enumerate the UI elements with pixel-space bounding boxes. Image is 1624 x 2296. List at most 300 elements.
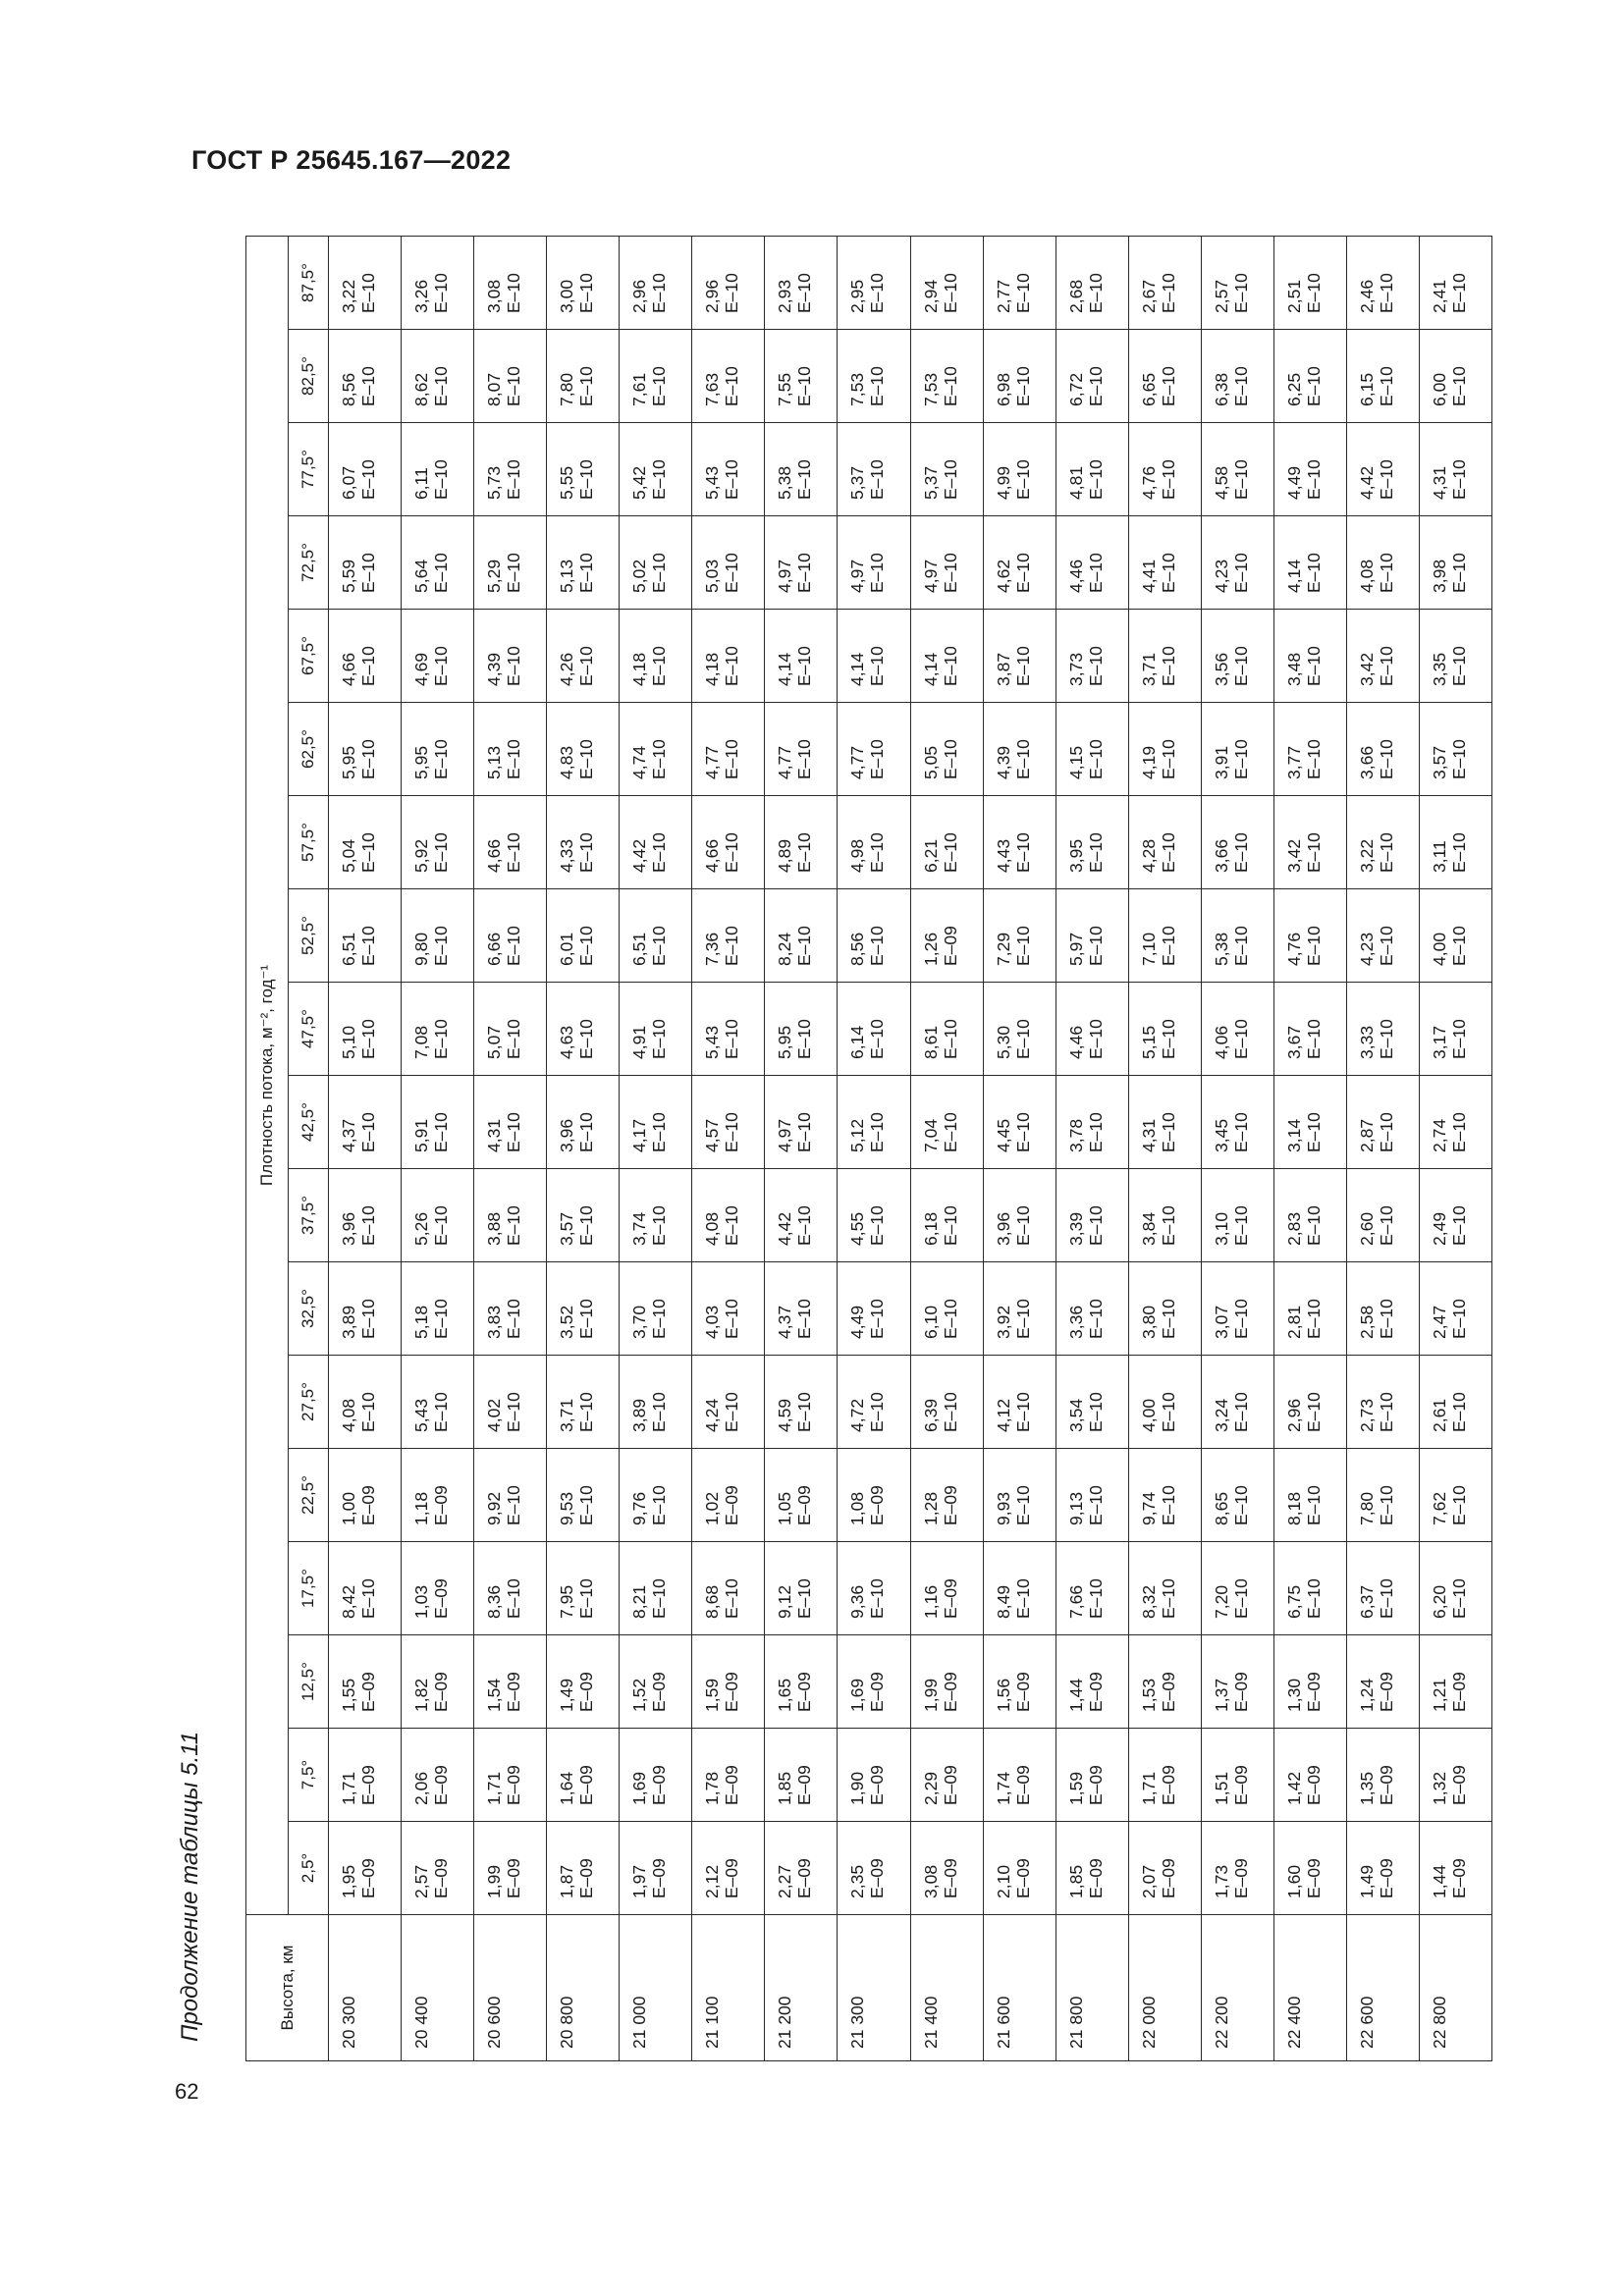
exponent: E–10 [576, 926, 597, 966]
table-caption: Продолжение таблицы 5.11 [177, 1731, 203, 2042]
exponent: E–10 [1448, 926, 1469, 966]
exponent: E–10 [867, 926, 888, 966]
exponent: E–10 [1158, 1485, 1178, 1525]
exponent: E–10 [794, 273, 815, 313]
exponent: E–10 [1085, 926, 1106, 966]
exponent: E–09 [794, 1672, 815, 1712]
flux-value-cell [1419, 1262, 1491, 1356]
flux-value-cell [1128, 610, 1201, 703]
exponent: E–10 [1303, 459, 1324, 500]
flux-value-cell [838, 610, 910, 703]
flux-value-cell [402, 1449, 474, 1542]
angle-header: 42,5° [289, 1076, 329, 1169]
mantissa: 4,39 [484, 652, 505, 686]
flux-value-cell [983, 237, 1056, 330]
exponent: E–09 [358, 1858, 378, 1898]
mantissa: 5,37 [920, 465, 941, 500]
flux-value-cell [692, 983, 765, 1076]
flux-value-cell [474, 1262, 547, 1356]
flux-value-cell [402, 1729, 474, 1822]
flux-value-cell [692, 1449, 765, 1542]
flux-value-cell [402, 423, 474, 516]
exponent: E–09 [794, 1858, 815, 1898]
flux-value-cell [1201, 796, 1273, 889]
mantissa: 3,66 [1356, 745, 1377, 779]
flux-value-cell [1056, 889, 1128, 983]
mantissa: 4,23 [1356, 932, 1377, 966]
exponent: E–10 [794, 366, 815, 406]
mantissa: 1,59 [702, 1678, 723, 1712]
mantissa: 1,35 [1356, 1771, 1377, 1805]
mantissa: 2,96 [1283, 1398, 1304, 1432]
mantissa: 7,08 [411, 1025, 432, 1059]
flux-value-cell [1128, 1262, 1201, 1356]
flux-value-cell [1273, 1822, 1346, 1915]
mantissa: 6,11 [411, 467, 432, 500]
flux-value-cell [1128, 889, 1201, 983]
exponent: E–10 [358, 1112, 378, 1152]
mantissa: 4,76 [1283, 932, 1304, 966]
mantissa: 1,00 [339, 1491, 358, 1525]
exponent: E–09 [867, 1485, 888, 1525]
exponent: E–09 [1085, 1672, 1106, 1712]
exponent: E–10 [358, 1019, 378, 1059]
flux-value-cell [983, 1822, 1056, 1915]
mantissa: 4,66 [484, 838, 505, 873]
flux-value-cell [838, 1356, 910, 1449]
mantissa: 2,77 [993, 279, 1013, 313]
mantissa: 4,66 [339, 652, 358, 686]
flux-value-cell [1273, 983, 1346, 1076]
exponent: E–10 [1158, 1019, 1178, 1059]
mantissa: 3,89 [629, 1398, 650, 1432]
exponent: E–10 [358, 832, 378, 873]
flux-value-cell [838, 237, 910, 330]
mantissa: 5,13 [484, 745, 505, 779]
flux-value-cell [983, 1169, 1056, 1262]
mantissa: 3,11 [1429, 840, 1449, 873]
exponent: E–10 [940, 366, 960, 406]
exponent: E–10 [1303, 1205, 1324, 1246]
mantissa: 4,81 [1065, 465, 1086, 500]
flux-value-cell [620, 1729, 692, 1822]
flux-value-cell [1419, 330, 1491, 423]
mantissa: 7,53 [920, 372, 941, 406]
flux-value-cell [838, 1542, 910, 1635]
flux-value-cell [547, 889, 620, 983]
mantissa: 6,00 [1429, 372, 1449, 406]
exponent: E–10 [940, 739, 960, 779]
mantissa: 4,18 [702, 652, 723, 686]
mantissa: 7,10 [1138, 932, 1159, 966]
mantissa: 3,66 [1211, 838, 1231, 873]
altitude-cell: 21 200 [765, 1915, 838, 2061]
mantissa: 5,64 [411, 559, 432, 593]
mantissa: 3,77 [1283, 745, 1304, 779]
exponent: E–10 [940, 832, 960, 873]
mantissa: 3,10 [1211, 1211, 1231, 1246]
mantissa: 4,55 [847, 1211, 868, 1246]
flux-value-cell [620, 796, 692, 889]
exponent: E–10 [1085, 273, 1106, 313]
flux-value-cell [1419, 983, 1491, 1076]
exponent: E–10 [504, 1112, 524, 1152]
mantissa: 4,69 [411, 652, 432, 686]
flux-value-cell [910, 1169, 983, 1262]
mantissa: 1,05 [775, 1491, 795, 1525]
mantissa: 2,93 [775, 279, 795, 313]
flux-value-cell [1346, 1729, 1419, 1822]
exponent: E–10 [794, 739, 815, 779]
flux-value-cell [1273, 423, 1346, 516]
mantissa: 3,96 [993, 1211, 1013, 1246]
mantissa: 1,87 [557, 1864, 577, 1898]
exponent: E–10 [1085, 366, 1106, 406]
exponent: E–10 [1085, 1019, 1106, 1059]
exponent: E–10 [1158, 459, 1178, 500]
exponent: E–09 [1448, 1858, 1469, 1898]
flux-value-cell [692, 610, 765, 703]
exponent: E–10 [867, 1299, 888, 1339]
flux-value-cell [547, 703, 620, 796]
flux-value-cell [692, 703, 765, 796]
mantissa: 8,61 [920, 1025, 941, 1059]
mantissa: 4,91 [629, 1025, 650, 1059]
angle-header: 62,5° [289, 703, 329, 796]
mantissa: 6,66 [484, 932, 505, 966]
mantissa: 4,62 [993, 559, 1013, 593]
exponent: E–09 [867, 1765, 888, 1805]
exponent: E–10 [1158, 1578, 1178, 1619]
mantissa: 1,49 [557, 1678, 577, 1712]
mantissa: 1,02 [702, 1491, 723, 1525]
page-number: 62 [175, 2079, 199, 2104]
flux-value-cell [402, 796, 474, 889]
exponent: E–09 [867, 1672, 888, 1712]
flux-value-cell [910, 330, 983, 423]
flux-value-cell [547, 1635, 620, 1729]
exponent: E–10 [1303, 1578, 1324, 1619]
mantissa: 4,97 [847, 559, 868, 593]
flux-value-cell [1056, 1635, 1128, 1729]
mantissa: 3,92 [993, 1305, 1013, 1339]
exponent: E–10 [1230, 1205, 1251, 1246]
angle-header: 27,5° [289, 1356, 329, 1449]
exponent: E–10 [431, 1205, 452, 1246]
flux-value-cell [910, 1076, 983, 1169]
mantissa: 5,10 [339, 1025, 358, 1059]
exponent: E–09 [940, 1672, 960, 1712]
flux-value-cell [547, 423, 620, 516]
mantissa: 5,05 [920, 745, 941, 779]
mantissa: 3,48 [1283, 652, 1304, 686]
exponent: E–10 [1448, 832, 1469, 873]
mantissa: 5,55 [557, 465, 577, 500]
exponent: E–10 [504, 1299, 524, 1339]
flux-value-cell [1419, 610, 1491, 703]
exponent: E–10 [576, 553, 597, 593]
exponent: E–10 [1230, 1112, 1251, 1152]
flux-value-cell [1273, 516, 1346, 610]
mantissa: 5,91 [411, 1118, 432, 1152]
exponent: E–10 [1012, 832, 1033, 873]
mantissa: 2,94 [920, 279, 941, 313]
flux-value-cell [1056, 516, 1128, 610]
flux-value-cell [474, 516, 547, 610]
flux-value-cell [1419, 703, 1491, 796]
exponent: E–10 [1376, 1392, 1396, 1432]
exponent: E–10 [1376, 1299, 1396, 1339]
mantissa: 6,72 [1065, 372, 1086, 406]
exponent: E–10 [794, 1392, 815, 1432]
exponent: E–09 [358, 1672, 378, 1712]
mantissa: 4,77 [775, 745, 795, 779]
exponent: E–10 [1230, 366, 1251, 406]
mantissa: 5,95 [411, 745, 432, 779]
mantissa: 1,74 [993, 1771, 1013, 1805]
angle-header: 87,5° [289, 237, 329, 330]
flux-value-cell [765, 1356, 838, 1449]
mantissa: 5,12 [847, 1118, 868, 1152]
exponent: E–10 [1158, 1112, 1178, 1152]
flux-value-cell [910, 889, 983, 983]
flux-value-cell [1419, 423, 1491, 516]
exponent: E–10 [722, 273, 742, 313]
flux-value-cell [329, 1635, 402, 1729]
mantissa: 5,04 [339, 838, 358, 873]
exponent: E–09 [1448, 1765, 1469, 1805]
flux-value-cell [1128, 796, 1201, 889]
mantissa: 2,73 [1356, 1398, 1377, 1432]
mantissa: 4,77 [847, 745, 868, 779]
exponent: E–10 [431, 366, 452, 406]
flux-value-cell [983, 1076, 1056, 1169]
flux-value-cell [1201, 1449, 1273, 1542]
flux-value-cell [910, 1449, 983, 1542]
angle-header: 2,5° [289, 1822, 329, 1915]
flux-value-cell [402, 703, 474, 796]
flux-value-cell [910, 1729, 983, 1822]
document-header: ГОСТ Р 25645.167—2022 [191, 145, 512, 175]
mantissa: 2,10 [993, 1864, 1013, 1898]
flux-value-cell [910, 610, 983, 703]
mantissa: 3,24 [1211, 1398, 1231, 1432]
flux-value-cell [620, 889, 692, 983]
flux-value-cell [547, 1169, 620, 1262]
mantissa: 9,13 [1065, 1491, 1086, 1525]
mantissa: 1,08 [847, 1491, 868, 1525]
flux-value-cell [402, 983, 474, 1076]
exponent: E–10 [794, 459, 815, 500]
flux-value-cell [620, 1169, 692, 1262]
exponent: E–10 [722, 832, 742, 873]
exponent: E–10 [649, 553, 670, 593]
flux-value-cell [765, 1635, 838, 1729]
exponent: E–10 [1448, 1205, 1469, 1246]
mantissa: 2,74 [1429, 1118, 1449, 1152]
mantissa: 3,22 [339, 279, 358, 313]
mantissa: 3,98 [1429, 559, 1449, 593]
flux-value-cell [983, 983, 1056, 1076]
flux-value-cell [1273, 1729, 1346, 1822]
mantissa: 8,56 [339, 372, 358, 406]
exponent: E–09 [576, 1858, 597, 1898]
flux-value-cell [1128, 983, 1201, 1076]
mantissa: 5,07 [484, 1025, 505, 1059]
mantissa: 4,43 [993, 838, 1013, 873]
exponent: E–09 [1303, 1672, 1324, 1712]
mantissa: 2,27 [775, 1864, 795, 1898]
exponent: E–10 [358, 926, 378, 966]
exponent: E–09 [722, 1672, 742, 1712]
mantissa: 3,80 [1138, 1305, 1159, 1339]
mantissa: 1,90 [847, 1771, 868, 1805]
mantissa: 3,54 [1065, 1398, 1086, 1432]
flux-value-cell [402, 1356, 474, 1449]
mantissa: 1,97 [629, 1864, 650, 1898]
mantissa: 6,39 [920, 1398, 941, 1432]
exponent: E–10 [1303, 646, 1324, 686]
mantissa: 7,80 [1356, 1491, 1377, 1525]
altitude-cell: 20 800 [547, 1915, 620, 2061]
flux-value-cell [474, 1822, 547, 1915]
angle-header: 57,5° [289, 796, 329, 889]
mantissa: 4,74 [629, 745, 650, 779]
flux-value-cell [1201, 610, 1273, 703]
exponent: E–10 [867, 553, 888, 593]
flux-value-cell [765, 796, 838, 889]
exponent: E–10 [1303, 553, 1324, 593]
exponent: E–10 [867, 1112, 888, 1152]
mantissa: 3,70 [629, 1305, 650, 1339]
mantissa: 5,43 [702, 465, 723, 500]
mantissa: 4,58 [1211, 465, 1231, 500]
exponent: E–10 [576, 739, 597, 779]
flux-value-cell [1128, 1449, 1201, 1542]
angle-header: 77,5° [289, 423, 329, 516]
exponent: E–10 [1085, 553, 1106, 593]
mantissa: 3,96 [339, 1211, 358, 1246]
flux-value-cell [1056, 1169, 1128, 1262]
exponent: E–10 [504, 1205, 524, 1246]
exponent: E–09 [1230, 1858, 1251, 1898]
flux-value-cell [838, 1076, 910, 1169]
flux-value-cell [1056, 610, 1128, 703]
mantissa: 4,66 [702, 838, 723, 873]
mantissa: 9,93 [993, 1491, 1013, 1525]
altitude-cell: 22 400 [1273, 1915, 1346, 2061]
mantissa: 9,12 [775, 1584, 795, 1619]
exponent: E–10 [358, 553, 378, 593]
flux-value-cell [474, 1356, 547, 1449]
exponent: E–10 [431, 832, 452, 873]
flux-value-cell [1128, 703, 1201, 796]
mantissa: 1,69 [847, 1678, 868, 1712]
exponent: E–09 [1012, 1765, 1033, 1805]
mantissa: 7,95 [557, 1584, 577, 1619]
exponent: E–10 [504, 1485, 524, 1525]
exponent: E–10 [504, 739, 524, 779]
mantissa: 3,73 [1065, 652, 1086, 686]
flux-value-cell [838, 330, 910, 423]
altitude-cell: 21 000 [620, 1915, 692, 2061]
flux-value-cell [838, 1169, 910, 1262]
mantissa: 4,14 [920, 652, 941, 686]
exponent: E–09 [722, 1765, 742, 1805]
flux-density-group-header: Плотность потока, м⁻², год⁻¹ [246, 237, 289, 1915]
exponent: E–10 [576, 459, 597, 500]
flux-value-cell [402, 889, 474, 983]
flux-value-cell [1201, 703, 1273, 796]
exponent: E–09 [1376, 1858, 1396, 1898]
exponent: E–10 [1303, 926, 1324, 966]
mantissa: 2,61 [1429, 1398, 1449, 1432]
mantissa: 3,35 [1429, 652, 1449, 686]
flux-value-cell [1419, 237, 1491, 330]
angle-header: 7,5° [289, 1729, 329, 1822]
mantissa: 2,06 [411, 1771, 432, 1805]
exponent: E–09 [940, 1858, 960, 1898]
exponent: E–10 [1303, 832, 1324, 873]
exponent: E–10 [722, 1112, 742, 1152]
mantissa: 4,89 [775, 838, 795, 873]
exponent: E–09 [504, 1765, 524, 1805]
flux-value-cell [910, 1635, 983, 1729]
mantissa: 3,57 [1429, 745, 1449, 779]
mantissa: 6,75 [1283, 1584, 1304, 1619]
exponent: E–10 [722, 1578, 742, 1619]
mantissa: 2,81 [1283, 1305, 1304, 1339]
mantissa: 3,08 [920, 1864, 941, 1898]
mantissa: 2,46 [1356, 279, 1377, 313]
mantissa: 3,36 [1065, 1305, 1086, 1339]
mantissa: 1,54 [484, 1678, 505, 1712]
exponent: E–09 [504, 1858, 524, 1898]
exponent: E–10 [1303, 1485, 1324, 1525]
mantissa: 4,46 [1065, 559, 1086, 593]
flux-value-cell [983, 1635, 1056, 1729]
flux-value-cell [402, 1635, 474, 1729]
exponent: E–09 [358, 1485, 378, 1525]
flux-value-cell [910, 423, 983, 516]
exponent: E–10 [867, 459, 888, 500]
flux-value-cell [838, 516, 910, 610]
exponent: E–10 [794, 832, 815, 873]
mantissa: 7,29 [993, 932, 1013, 966]
exponent: E–09 [1085, 1858, 1106, 1898]
mantissa: 4,28 [1138, 838, 1159, 873]
mantissa: 4,23 [1211, 559, 1231, 593]
mantissa: 8,18 [1283, 1491, 1304, 1525]
exponent: E–10 [722, 739, 742, 779]
table-row [1419, 237, 1491, 2061]
mantissa: 5,73 [484, 465, 505, 500]
flux-value-cell [1346, 703, 1419, 796]
exponent: E–09 [867, 1858, 888, 1898]
exponent: E–09 [940, 1485, 960, 1525]
flux-value-cell [620, 610, 692, 703]
exponent: E–09 [1012, 1858, 1033, 1898]
flux-value-cell [838, 983, 910, 1076]
flux-value-cell [329, 1542, 402, 1635]
exponent: E–10 [1012, 1485, 1033, 1525]
mantissa: 3,00 [557, 279, 577, 313]
exponent: E–10 [1376, 459, 1396, 500]
flux-value-cell [1201, 1076, 1273, 1169]
flux-value-cell [329, 1449, 402, 1542]
exponent: E–10 [867, 832, 888, 873]
exponent: E–10 [1012, 1578, 1033, 1619]
